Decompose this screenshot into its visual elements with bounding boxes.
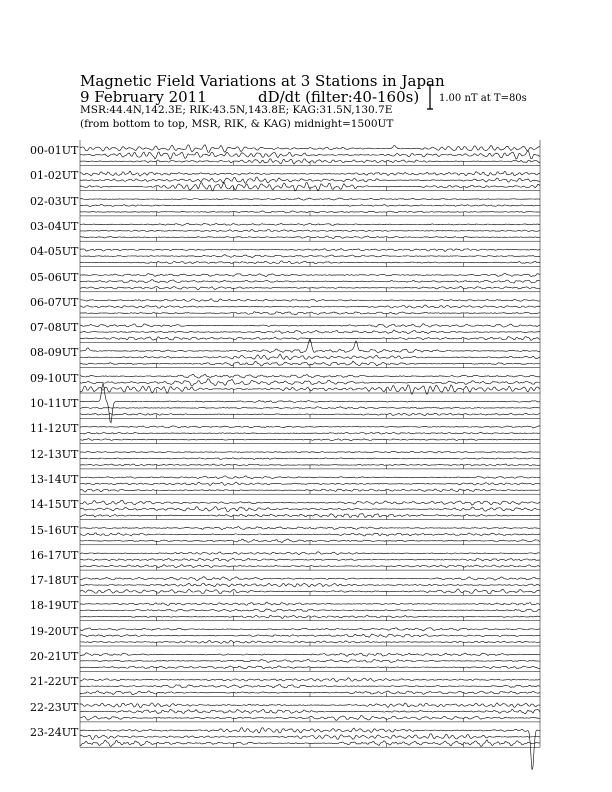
- chart-date: 9 February 2011: [80, 88, 207, 106]
- station-trace: [80, 407, 540, 409]
- station-trace: [80, 728, 540, 770]
- station-trace: [80, 458, 540, 460]
- station-trace: [80, 507, 540, 512]
- station-trace: [80, 628, 540, 631]
- chart-quantity-filter: dD/dt (filter:40-160s): [258, 88, 420, 106]
- station-coordinates: MSR:44.4N,142.3E; RIK:43.5N,143.8E; KAG:31.5N,130.7E: [80, 104, 393, 116]
- station-trace: [80, 482, 540, 486]
- station-trace: [80, 709, 540, 714]
- station-trace: [80, 230, 540, 232]
- hour-label: 03-04UT: [30, 219, 79, 233]
- station-trace: [80, 273, 540, 276]
- hour-label: 21-22UT: [30, 675, 79, 689]
- station-trace: [80, 354, 540, 360]
- station-trace: [80, 330, 540, 334]
- station-trace: [80, 151, 540, 159]
- station-order-note: (from bottom to top, MSR, RIK, & KAG) midnight=1500UT: [80, 118, 394, 130]
- station-trace: [80, 703, 540, 708]
- station-trace: [80, 171, 540, 176]
- station-trace: [80, 552, 540, 555]
- hour-label: 07-08UT: [30, 321, 79, 335]
- hour-label: 14-15UT: [30, 498, 79, 512]
- station-trace: [80, 379, 540, 386]
- station-trace: [80, 305, 540, 308]
- station-trace: [80, 255, 540, 258]
- station-trace: [80, 476, 540, 479]
- station-trace: [80, 659, 540, 662]
- hour-label: 05-06UT: [30, 270, 79, 284]
- station-trace: [80, 577, 540, 581]
- station-trace: [80, 533, 540, 536]
- hour-label: 02-03UT: [30, 194, 79, 208]
- hour-label: 18-19UT: [30, 599, 79, 613]
- station-trace: [80, 684, 540, 687]
- hour-label: 16-17UT: [30, 548, 79, 562]
- scale-label: 1.00 nT at T=80s: [439, 93, 527, 104]
- hour-label: 04-05UT: [30, 245, 79, 259]
- hour-label: 19-20UT: [30, 624, 79, 638]
- station-trace: [80, 451, 540, 453]
- station-trace: [80, 500, 540, 505]
- station-trace: [80, 426, 540, 428]
- hour-label: 12-13UT: [30, 447, 79, 461]
- station-trace: [80, 678, 540, 682]
- hour-label: 06-07UT: [30, 295, 79, 309]
- station-trace: [80, 609, 540, 612]
- station-trace: [80, 602, 540, 605]
- station-trace: [80, 204, 540, 206]
- station-trace: [80, 280, 540, 284]
- station-trace: [80, 145, 540, 153]
- hour-label: 22-23UT: [30, 700, 79, 714]
- station-trace: [80, 432, 540, 434]
- hour-label: 10-11UT: [30, 397, 79, 410]
- station-trace: [80, 734, 540, 740]
- station-trace: [80, 299, 540, 302]
- hour-label: 01-02UT: [30, 169, 79, 183]
- station-trace: [80, 324, 540, 328]
- station-trace: [80, 374, 540, 378]
- hour-label: 15-16UT: [30, 523, 79, 537]
- hour-label: 00-01UT: [30, 144, 79, 157]
- station-trace: [80, 653, 540, 657]
- hour-label: 17-18UT: [30, 574, 79, 588]
- station-trace: [80, 558, 540, 561]
- chart-title: Magnetic Field Variations at 3 Stations in Japan: [80, 72, 445, 90]
- station-trace: [80, 634, 540, 637]
- station-trace: [80, 223, 540, 225]
- station-trace: [80, 249, 540, 252]
- hour-label: 11-12UT: [30, 422, 79, 436]
- hour-label: 20-21UT: [30, 650, 79, 663]
- hour-label: 08-09UT: [30, 346, 79, 360]
- station-trace: [80, 177, 540, 183]
- hour-label: 13-14UT: [30, 472, 79, 486]
- station-trace: [80, 198, 540, 200]
- station-trace: [80, 527, 540, 530]
- hour-label: 09-10UT: [30, 371, 79, 385]
- hour-label: 23-24UT: [30, 725, 79, 739]
- station-trace: [80, 583, 540, 587]
